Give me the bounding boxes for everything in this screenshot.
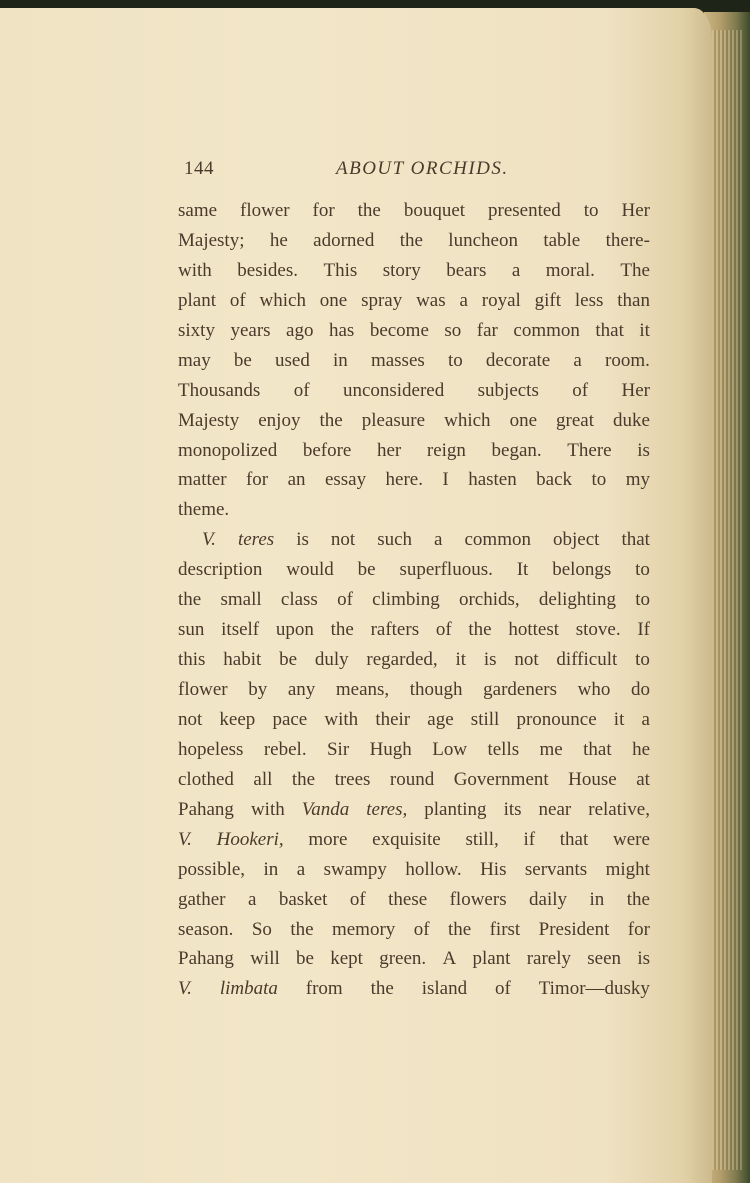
word: a (296, 858, 306, 880)
word: the (626, 888, 650, 910)
word: hopeless (178, 738, 244, 760)
text-line (178, 436, 650, 466)
word: their (375, 708, 411, 730)
word: same (178, 200, 218, 221)
word: me (539, 738, 563, 760)
word: a (641, 708, 650, 730)
word: at (636, 768, 650, 790)
word: presented (488, 200, 561, 221)
word: of (337, 589, 353, 611)
word: my (625, 469, 650, 491)
word: kept (330, 948, 363, 970)
word: House (568, 768, 617, 790)
word: the (319, 409, 343, 431)
word: V. (178, 978, 192, 1000)
word: that (583, 738, 612, 760)
word: ago (286, 319, 314, 341)
word: the (357, 200, 381, 221)
word: relative, (588, 798, 650, 820)
word: to (591, 469, 607, 491)
word: the (291, 768, 316, 790)
word: subjects (477, 379, 539, 401)
word: were (613, 828, 650, 850)
word: pleasure (361, 409, 426, 431)
word: Her (621, 200, 650, 221)
word: was (416, 289, 446, 311)
word: its (503, 798, 522, 820)
word: bouquet (403, 200, 466, 221)
word: such (377, 529, 413, 551)
word: might (605, 858, 650, 880)
running-header (184, 150, 650, 190)
word: habit (223, 649, 262, 671)
word: an (287, 469, 306, 491)
word: adorned (313, 229, 375, 251)
word: It (516, 559, 529, 581)
word: unconsidered (342, 379, 445, 401)
word: flowers (449, 888, 507, 910)
word: So (251, 918, 272, 940)
text-line (178, 825, 650, 855)
text-line (178, 585, 650, 615)
word: in (333, 349, 348, 371)
word: that (621, 529, 650, 551)
word: to (635, 559, 650, 581)
word: moral. (545, 259, 595, 281)
word: the (178, 589, 202, 611)
word: the (330, 619, 354, 641)
word: besides. (237, 259, 298, 281)
word: of (435, 619, 452, 641)
text-line (178, 555, 650, 585)
word: near (538, 798, 572, 820)
word: Low (432, 738, 468, 760)
word: story (382, 259, 421, 281)
word: first (489, 918, 521, 940)
word: would (286, 559, 334, 581)
word: that (559, 828, 589, 850)
word: reign (426, 439, 466, 461)
word: The (620, 259, 650, 281)
word: he (269, 229, 288, 251)
word: be (233, 349, 252, 371)
word: theme. (178, 499, 230, 521)
word: climbing (372, 589, 440, 611)
word: he (632, 738, 650, 760)
word: this (178, 649, 206, 671)
word: one (509, 409, 537, 431)
word: possible, (178, 858, 246, 880)
word: rarely (526, 948, 572, 970)
word: swampy (323, 858, 387, 880)
word: sun (178, 619, 205, 641)
word: royal (481, 289, 521, 311)
word: one (319, 289, 348, 311)
word: of (494, 978, 511, 1000)
word: small (220, 589, 262, 611)
word: There (567, 439, 612, 461)
word: a (573, 349, 582, 371)
text-line (178, 346, 650, 376)
page-content (178, 150, 650, 1004)
word: essay (324, 469, 367, 491)
word: belongs (552, 559, 612, 581)
text-line (178, 316, 650, 346)
word: be (279, 649, 298, 671)
word: class (280, 589, 318, 611)
word: His (480, 858, 507, 880)
word: regarded, (366, 649, 438, 671)
word: of (349, 888, 366, 910)
text-line (178, 974, 650, 1004)
word: her (376, 439, 402, 461)
text-line (178, 286, 650, 316)
word: gather (178, 888, 226, 910)
word: age (427, 708, 454, 730)
word: still, (465, 828, 499, 850)
word: seen (587, 948, 622, 970)
word: superfluous. (399, 559, 493, 581)
word: gift (534, 289, 562, 311)
word: planting (424, 798, 487, 820)
word: plant (472, 948, 511, 970)
text-line (178, 885, 650, 915)
word: upon (275, 619, 314, 641)
word: these (388, 888, 428, 910)
word: become (369, 319, 429, 341)
word: which (444, 409, 491, 431)
word: servants (524, 858, 588, 880)
word: far (476, 319, 498, 341)
word: all (253, 768, 273, 790)
running-title: ABOUT ORCHIDS. (336, 158, 509, 179)
word: hottest (508, 619, 560, 641)
word: of (572, 379, 589, 401)
word: it (613, 708, 625, 730)
text-line (178, 855, 650, 885)
word: matter (178, 469, 227, 491)
word: table (543, 229, 581, 251)
text-line (178, 675, 650, 705)
text-line (178, 645, 650, 675)
word: for (312, 200, 335, 221)
word: the (399, 229, 423, 251)
word: if (523, 828, 536, 850)
word: bears (446, 259, 487, 281)
word: island (421, 978, 468, 1000)
word: enjoy (258, 409, 301, 431)
word: luncheon (448, 229, 518, 251)
text-line (178, 376, 650, 406)
word: monopolized (178, 439, 278, 461)
word: Pahang (178, 798, 234, 820)
word: itself (221, 619, 260, 641)
word: Timor—dusky (538, 978, 650, 1000)
word: is (296, 529, 309, 551)
word: to (583, 200, 599, 221)
word: do (630, 679, 650, 700)
body-text (178, 196, 650, 1004)
text-line (178, 765, 650, 795)
word: be (357, 559, 376, 581)
word: Government (453, 768, 549, 790)
word: began. (491, 439, 542, 461)
word: difficult (556, 649, 618, 671)
word: back (536, 469, 573, 491)
word: of (293, 379, 310, 401)
word: V. (202, 529, 216, 551)
word: there- (605, 229, 650, 251)
word: will (250, 948, 280, 970)
word: still (470, 708, 500, 730)
word: in (263, 858, 279, 880)
page-number: 144 (184, 158, 214, 179)
word: it (455, 649, 467, 671)
word: I (442, 469, 449, 491)
text-line (178, 915, 650, 945)
word: the (447, 918, 472, 940)
word: If (637, 619, 650, 641)
word: with (250, 798, 285, 820)
word: tells (487, 738, 520, 760)
word: to (635, 649, 650, 671)
text-line (178, 465, 650, 495)
word: who (577, 679, 611, 700)
word: the (290, 918, 314, 940)
word: than (617, 289, 650, 311)
word: decorate (485, 349, 551, 371)
word: Hugh (369, 738, 412, 760)
word: pronounce (516, 708, 597, 730)
word: rafters (370, 619, 420, 641)
word: delighting (538, 589, 616, 611)
word: with (324, 708, 359, 730)
word: not (178, 708, 203, 730)
word: to (447, 349, 463, 371)
text-line (178, 525, 650, 555)
word: flower (178, 679, 228, 700)
text-line (178, 705, 650, 735)
word: Sir (326, 738, 350, 760)
word: years (230, 319, 271, 341)
word: with (178, 259, 212, 281)
word: Her (621, 379, 650, 401)
word: clothed (178, 768, 234, 790)
word: any (287, 679, 316, 700)
word: duke (613, 409, 650, 431)
word: sixty (178, 319, 215, 341)
word: a (511, 259, 521, 281)
text-line (178, 226, 650, 256)
word: here. (385, 469, 423, 491)
text-line (178, 495, 650, 525)
word: common (513, 319, 580, 341)
word: round (389, 768, 435, 790)
word: great (556, 409, 595, 431)
word: used (275, 349, 310, 371)
word: hasten (468, 469, 517, 491)
word: room. (605, 349, 650, 371)
word: may (178, 349, 211, 371)
word: object (553, 529, 600, 551)
word: spray (361, 289, 403, 311)
word: be (296, 948, 314, 970)
word: means, (335, 679, 390, 700)
word: which (259, 289, 306, 311)
word: for (245, 469, 269, 491)
word: teres, (366, 798, 408, 820)
word: of (229, 289, 246, 311)
word: keep (219, 708, 256, 730)
word: to (635, 589, 650, 611)
word: V. (178, 828, 192, 850)
word: before (302, 439, 352, 461)
word: season. (178, 918, 234, 940)
word: masses (370, 349, 425, 371)
text-line (178, 256, 650, 286)
text-line (178, 735, 650, 765)
word: flower (240, 200, 290, 221)
word: in (589, 888, 605, 910)
word: not (330, 529, 356, 551)
word: rebel. (263, 738, 307, 760)
word: Vanda (301, 798, 350, 820)
word: less (574, 289, 604, 311)
word: A (442, 948, 457, 970)
word: of (413, 918, 430, 940)
word: gardeners (483, 679, 558, 700)
word: it (639, 319, 650, 341)
word: for (627, 918, 650, 940)
text-line (178, 406, 650, 436)
word: that (595, 319, 624, 341)
word: a (247, 888, 257, 910)
text-line (178, 196, 650, 226)
text-line (178, 944, 650, 974)
text-line (178, 615, 650, 645)
word: by (248, 679, 268, 700)
word: has (328, 319, 355, 341)
word: orchids, (458, 589, 520, 611)
word: the (468, 619, 492, 641)
word: President (538, 918, 610, 940)
word: limbata (219, 978, 278, 1000)
word: This (323, 259, 358, 281)
word: plant (178, 289, 216, 311)
word: exquisite (372, 828, 441, 850)
word: the (370, 978, 394, 1000)
word: Pahang (178, 948, 234, 970)
word: duly (314, 649, 349, 671)
word: common (464, 529, 531, 551)
word: a (434, 529, 443, 551)
word: from (305, 978, 343, 1000)
word: description (178, 559, 263, 581)
word: Thousands (178, 379, 261, 401)
text-line (178, 795, 650, 825)
word: is (483, 649, 497, 671)
word: more (308, 828, 348, 850)
word: not (514, 649, 539, 671)
word: Hookeri, (216, 828, 284, 850)
word: teres (237, 529, 275, 551)
word: a (459, 289, 468, 311)
word: daily (529, 888, 568, 910)
word: is (637, 439, 650, 461)
word: memory (331, 918, 396, 940)
word: Majesty; (178, 229, 245, 251)
page-edge-texture (712, 30, 742, 1170)
word: Majesty (178, 409, 240, 431)
word: stove. (575, 619, 621, 641)
word: so (444, 319, 462, 341)
word: is (637, 948, 650, 970)
word: basket (278, 888, 328, 910)
word: trees (334, 768, 371, 790)
word: hollow. (405, 858, 462, 880)
word: green. (379, 948, 427, 970)
word: pace (272, 708, 308, 730)
word: though (409, 679, 463, 700)
